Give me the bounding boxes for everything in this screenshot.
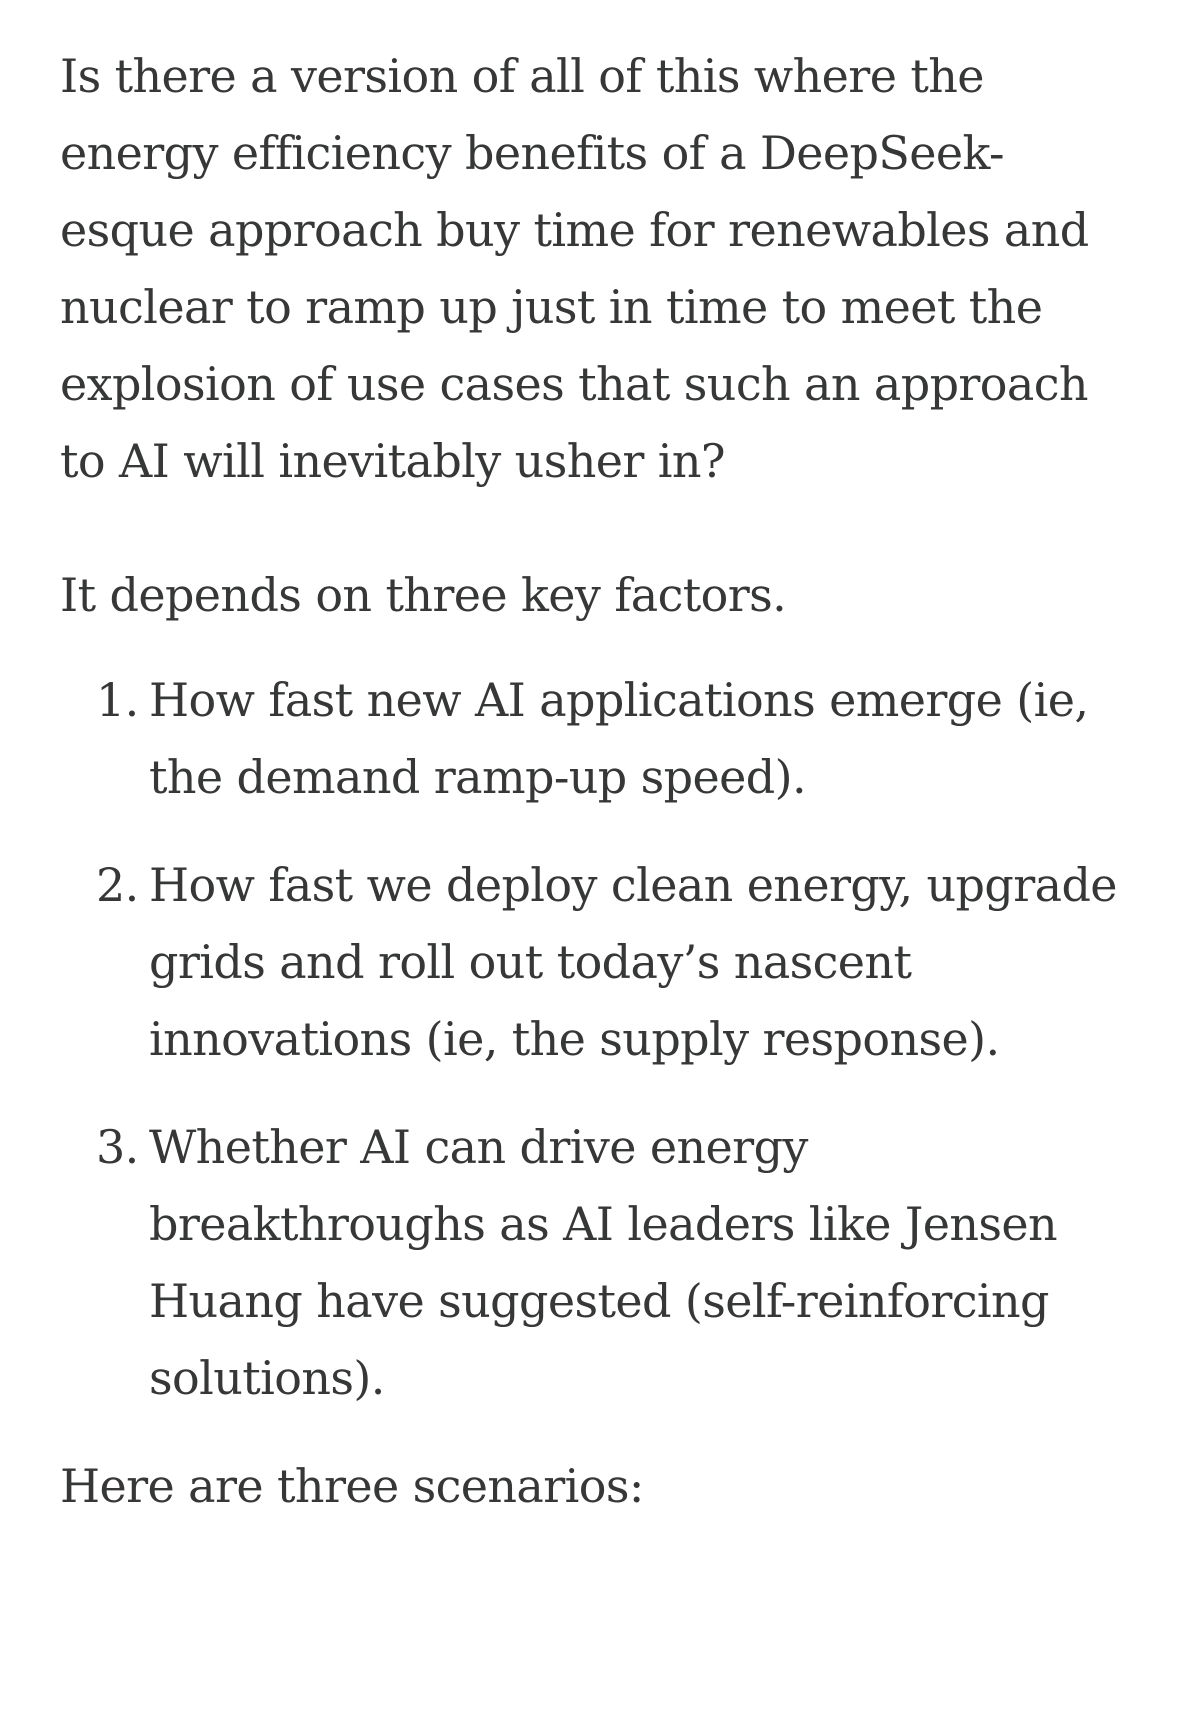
intro-paragraph: It depends on three key factors.	[60, 568, 787, 622]
list-item-text: How fast new AI applications emerge (ie, the demand ramp-up speed).	[149, 673, 1089, 804]
list-item-number: 1.	[96, 673, 139, 727]
list-item	[60, 662, 1134, 816]
question-paragraph: Is there a version of all of this where the energy efficiency benefits of a DeepSeek-esque approach buy time for renewables and nuclear to ramp up just in time to meet the explosion of use cases that such an approach to AI will inevitably usher in?	[60, 49, 1089, 488]
article-body	[60, 38, 1120, 1525]
list-item	[60, 847, 1134, 1078]
list-item-text: How fast we deploy clean energy, upgrade grids and roll out today’s nascent innovations (ie, the supply response).	[149, 858, 1117, 1066]
list-item-text: Whether AI can drive energy breakthroughs as AI leaders like Jensen Huang have suggested (self-reinforcing solutions).	[149, 1120, 1058, 1405]
list-item-number: 3.	[96, 1120, 139, 1174]
outro-paragraph: Here are three scenarios:	[60, 1459, 644, 1513]
factor-list	[60, 662, 1120, 1417]
list-item	[60, 1109, 1134, 1417]
list-item-number: 2.	[96, 858, 139, 912]
